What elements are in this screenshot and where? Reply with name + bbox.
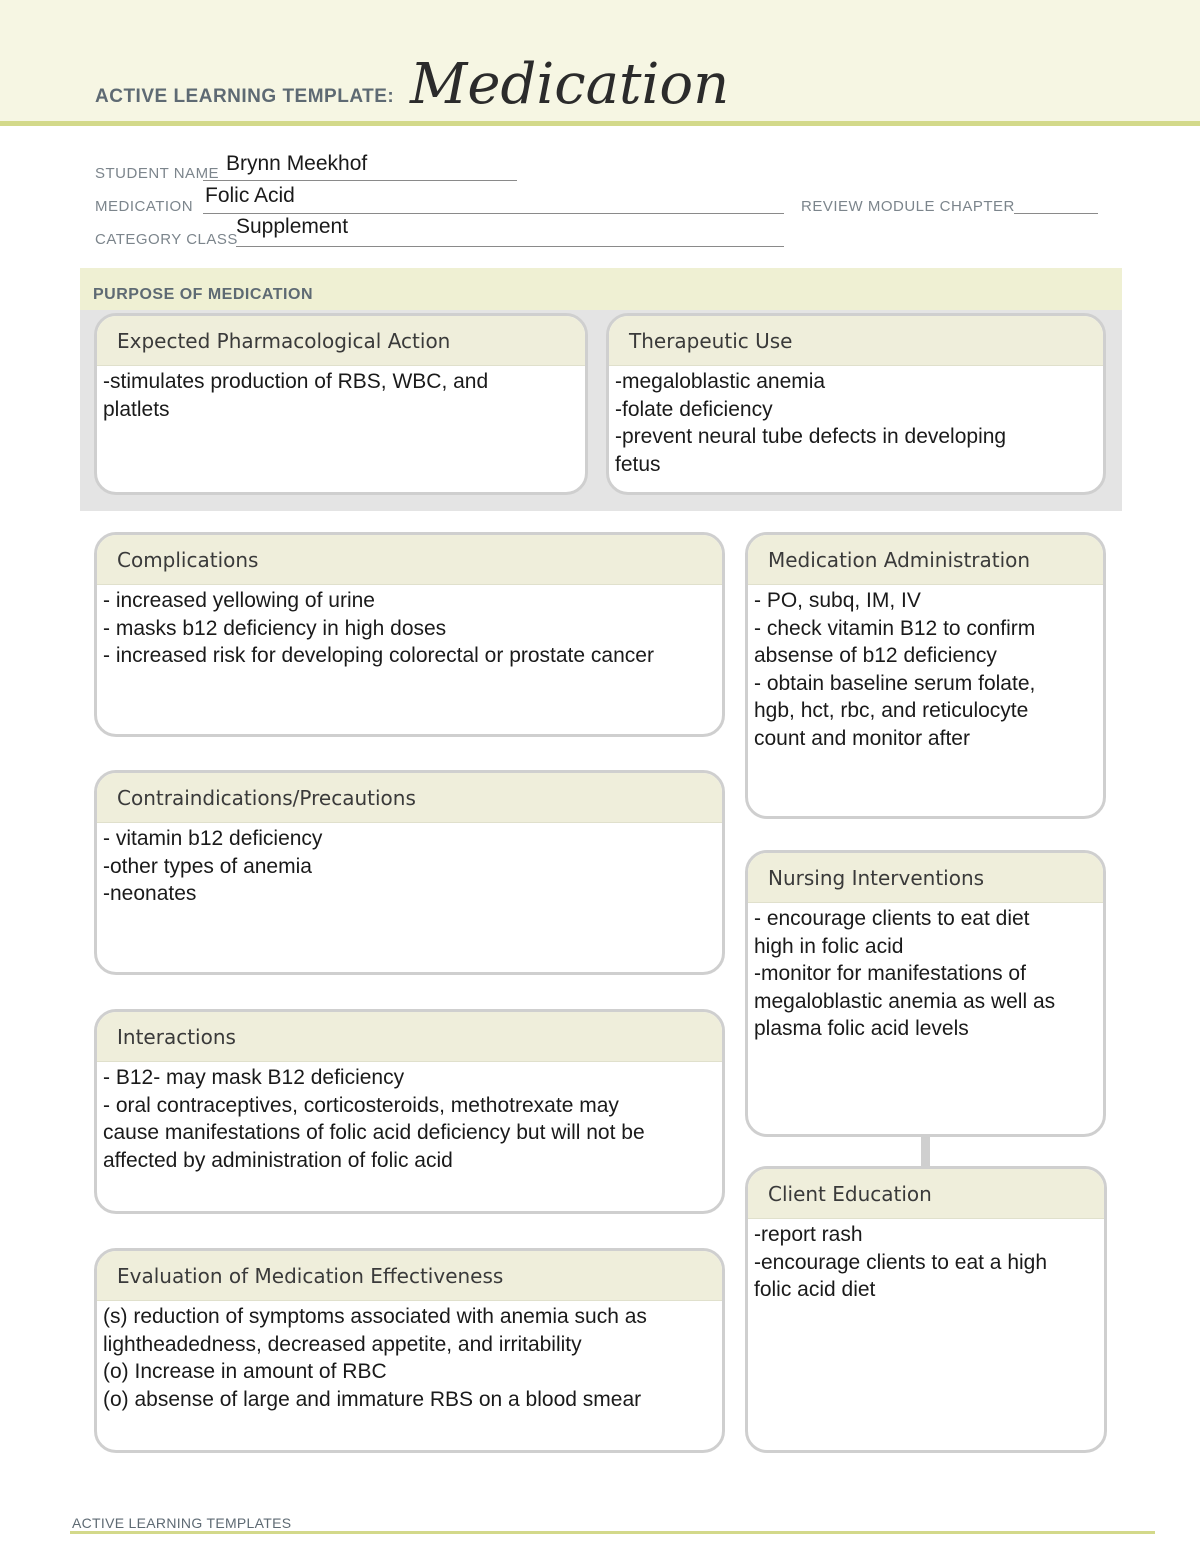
expected-action-card — [94, 313, 588, 495]
expected-action-header — [97, 316, 585, 366]
contraindications-line: - vitamin b12 deficiency — [103, 827, 323, 850]
nursing-interventions-title: Nursing Interventions — [768, 865, 985, 890]
student-name-underline — [203, 180, 517, 181]
card-connector — [921, 1135, 930, 1167]
client-education-line: folic acid diet — [754, 1278, 876, 1301]
nursing-interventions-line: - encourage clients to eat diet — [754, 907, 1030, 930]
category-class-underline — [236, 246, 784, 247]
complications-line: - increased yellowing of urine — [103, 589, 375, 612]
client-education-line: -encourage clients to eat a high — [754, 1250, 1048, 1274]
expected-action-body[interactable] — [97, 366, 585, 423]
expected-action-title: Expected Pharmacological Action — [117, 328, 451, 353]
nursing-interventions-line: megaloblastic anemia as well as — [754, 989, 1056, 1013]
nursing-interventions-body[interactable] — [748, 903, 1103, 1043]
review-module-label: REVIEW MODULE CHAPTER — [801, 198, 1015, 215]
contraindications-line: -neonates — [103, 882, 197, 905]
administration-line: - obtain baseline serum folate, — [754, 671, 1036, 695]
expected-action-line: -stimulates production of RBS, WBC, and — [103, 370, 489, 393]
interactions-header — [97, 1012, 722, 1062]
footer-rule — [70, 1531, 1155, 1534]
header-rule — [0, 121, 1200, 126]
nursing-interventions-card — [745, 850, 1106, 1137]
evaluation-line: (o) Increase in amount of RBC — [103, 1360, 387, 1383]
therapeutic-use-line: -folate deficiency — [615, 397, 773, 421]
page-title: Medication — [410, 52, 730, 117]
client-education-card — [745, 1166, 1107, 1453]
contraindications-title: Contraindications/Precautions — [117, 785, 416, 810]
administration-body[interactable] — [748, 585, 1103, 752]
administration-line: count and monitor after — [754, 726, 970, 750]
evaluation-card — [94, 1248, 725, 1453]
interactions-line: affected by administration of folic acid — [103, 1148, 453, 1172]
client-education-line: -report rash — [754, 1223, 863, 1246]
administration-header — [748, 535, 1103, 585]
student-name-label: STUDENT NAME — [95, 165, 220, 182]
contraindications-header — [97, 773, 722, 823]
medication-value[interactable]: Folic Acid — [205, 184, 295, 207]
complications-card — [94, 532, 725, 737]
nursing-interventions-line: plasma folic acid levels — [754, 1017, 969, 1040]
interactions-line: - B12- may mask B12 deficiency — [103, 1066, 405, 1089]
evaluation-line: (o) absense of large and immature RBS on a blood smear — [103, 1387, 642, 1411]
template-label: ACTIVE LEARNING TEMPLATE: — [95, 86, 395, 107]
client-education-header — [748, 1169, 1104, 1219]
administration-line: absense of b12 deficiency — [754, 644, 997, 667]
interactions-title: Interactions — [117, 1024, 236, 1049]
therapeutic-use-line: -prevent neural tube defects in developing — [615, 425, 1007, 448]
administration-card — [745, 532, 1106, 819]
medication-underline — [203, 213, 784, 214]
interactions-card — [94, 1009, 725, 1214]
therapeutic-use-line: fetus — [615, 452, 661, 476]
client-education-body[interactable] — [748, 1219, 1104, 1304]
student-name-value[interactable]: Brynn Meekhof — [226, 152, 368, 175]
evaluation-body[interactable] — [97, 1301, 722, 1413]
complications-header — [97, 535, 722, 585]
interactions-line: cause manifestations of folic acid deficiency but will not be — [103, 1121, 645, 1144]
nursing-interventions-line: -monitor for manifestations of — [754, 962, 1026, 985]
evaluation-line: (s) reduction of symptoms associated with anemia such as — [103, 1305, 647, 1328]
review-module-underline[interactable] — [1014, 213, 1098, 214]
evaluation-header — [97, 1251, 722, 1301]
category-class-label: CATEGORY CLASS — [95, 231, 238, 248]
therapeutic-use-body[interactable] — [609, 366, 1103, 478]
therapeutic-use-line: -megaloblastic anemia — [615, 370, 826, 393]
purpose-label: PURPOSE OF MEDICATION — [93, 286, 313, 303]
evaluation-line: lightheadedness, decreased appetite, and irritability — [103, 1332, 582, 1356]
nursing-interventions-line: high in folic acid — [754, 934, 904, 958]
complications-body[interactable] — [97, 585, 722, 670]
footer-label: ACTIVE LEARNING TEMPLATES — [72, 1515, 292, 1531]
administration-line: hgb, hct, rbc, and reticulocyte — [754, 699, 1029, 722]
complications-line: - increased risk for developing colorectal or prostate cancer — [103, 644, 654, 667]
expected-action-line: platlets — [103, 397, 170, 421]
complications-line: - masks b12 deficiency in high doses — [103, 616, 447, 640]
administration-line: - check vitamin B12 to confirm — [754, 616, 1036, 640]
interactions-body[interactable] — [97, 1062, 722, 1174]
administration-title: Medication Administration — [768, 547, 1031, 572]
contraindications-body[interactable] — [97, 823, 722, 908]
therapeutic-use-title: Therapeutic Use — [629, 328, 793, 353]
contraindications-line: -other types of anemia — [103, 854, 312, 878]
therapeutic-use-card — [606, 313, 1106, 495]
therapeutic-use-header — [609, 316, 1103, 366]
client-education-title: Client Education — [768, 1181, 932, 1206]
evaluation-title: Evaluation of Medication Effectiveness — [117, 1263, 504, 1288]
contraindications-card — [94, 770, 725, 975]
nursing-interventions-header — [748, 853, 1103, 903]
medication-label: MEDICATION — [95, 198, 194, 215]
administration-line: - PO, subq, IM, IV — [754, 589, 921, 612]
category-class-value[interactable]: Supplement — [236, 215, 349, 238]
interactions-line: - oral contraceptives, corticosteroids, methotrexate may — [103, 1093, 619, 1117]
complications-title: Complications — [117, 547, 259, 572]
